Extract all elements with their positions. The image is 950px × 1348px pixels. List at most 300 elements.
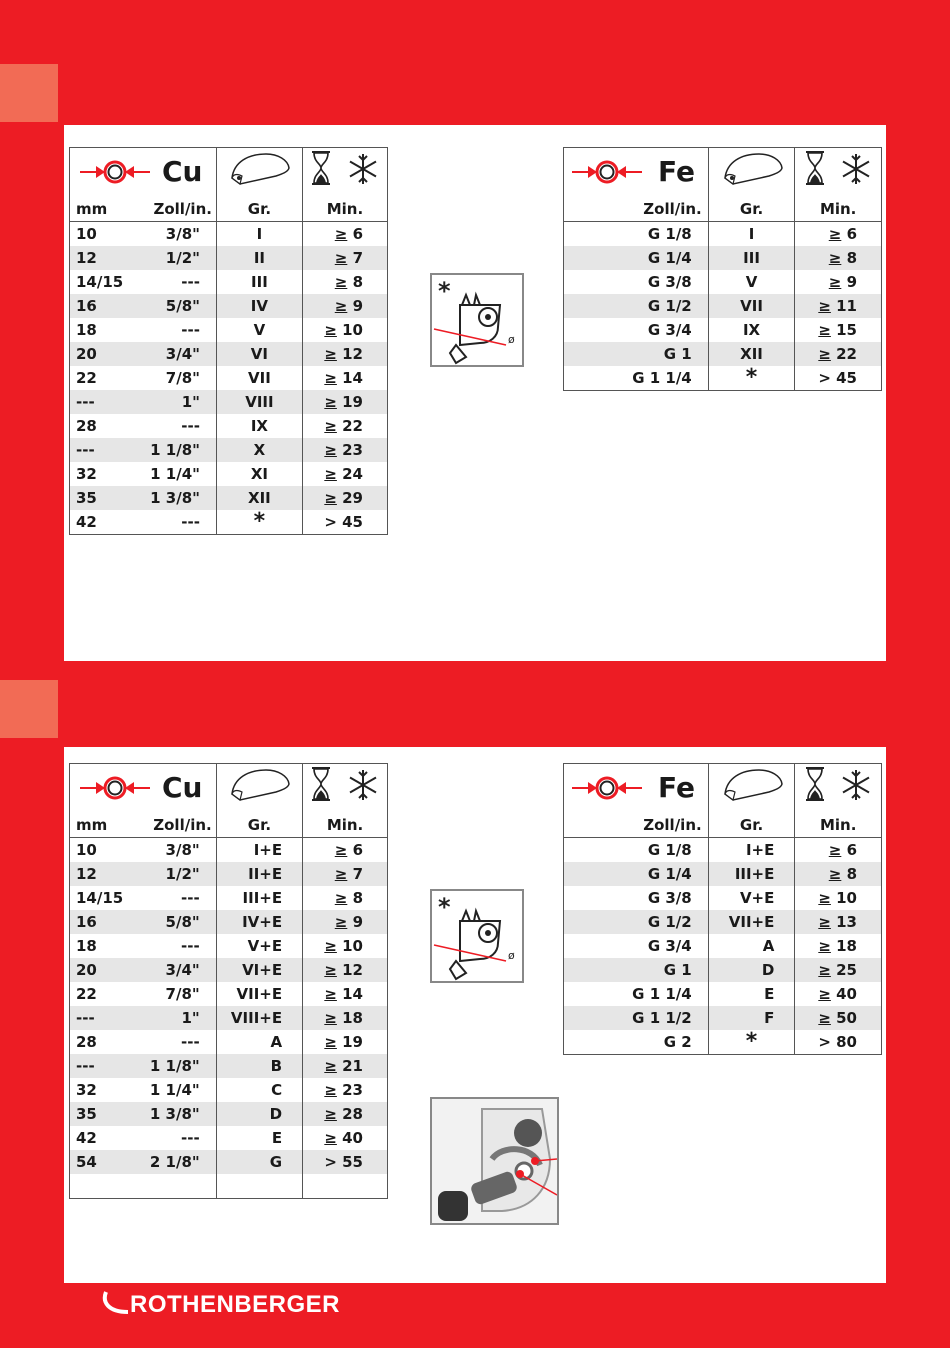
table-row bbox=[70, 390, 388, 414]
cell-min bbox=[795, 838, 882, 863]
cell-mm: 12 bbox=[70, 246, 130, 270]
cell-gr: * bbox=[216, 510, 302, 535]
min-value: 55 bbox=[342, 1153, 363, 1171]
comparator: ≥ bbox=[324, 1129, 337, 1147]
cell-inch: 5/8" bbox=[129, 294, 216, 318]
min-value: 80 bbox=[836, 1033, 857, 1051]
cell-mm: 35 bbox=[70, 486, 130, 510]
comparator: ≥ bbox=[324, 1105, 337, 1123]
panel-section-1 bbox=[64, 125, 886, 661]
min-value: 40 bbox=[836, 985, 857, 1003]
table-row bbox=[564, 838, 882, 863]
cell-gr: I+E bbox=[216, 838, 302, 863]
comparator: ≥ bbox=[324, 961, 337, 979]
comparator: ≥ bbox=[324, 441, 337, 459]
min-value: 13 bbox=[836, 913, 857, 931]
cell-gr: IV bbox=[216, 294, 302, 318]
comparator: ≥ bbox=[334, 225, 348, 243]
comparator: > bbox=[324, 1153, 337, 1171]
table-row bbox=[70, 1174, 388, 1199]
min-value: 10 bbox=[342, 321, 363, 339]
logo-swoosh-icon bbox=[102, 1290, 130, 1316]
col-header-gr: Gr. bbox=[708, 195, 795, 222]
table-row bbox=[564, 886, 882, 910]
hourglass-icon bbox=[310, 766, 332, 802]
min-value: 6 bbox=[846, 225, 857, 243]
cell-min bbox=[303, 838, 388, 863]
cell-gr: I+E bbox=[708, 838, 795, 863]
min-value: 22 bbox=[342, 417, 363, 435]
cell-min bbox=[302, 510, 387, 535]
cell-min bbox=[303, 910, 388, 934]
comparator: ≥ bbox=[324, 1057, 337, 1075]
comparator: ≥ bbox=[818, 913, 831, 931]
table-row bbox=[70, 1102, 388, 1126]
comparator: ≥ bbox=[818, 985, 831, 1003]
comparator: ≥ bbox=[324, 369, 337, 387]
cell-mm: 42 bbox=[76, 1129, 97, 1147]
min-value: 40 bbox=[342, 1129, 363, 1147]
cell-gr: IX bbox=[216, 414, 302, 438]
cell-gr: XII bbox=[216, 486, 302, 510]
pipe-outer-diameter-icon bbox=[570, 157, 644, 187]
diameter-label: ø bbox=[508, 949, 515, 962]
hourglass-icon bbox=[310, 150, 332, 186]
cell-gr: VII bbox=[216, 366, 302, 390]
table-row bbox=[70, 958, 388, 982]
comparator: ≥ bbox=[324, 489, 337, 507]
table-row bbox=[70, 270, 388, 294]
section-tab-1 bbox=[0, 64, 58, 122]
cell-mm: 14/15 bbox=[76, 273, 124, 291]
cell-min bbox=[795, 342, 882, 366]
min-value: 18 bbox=[836, 937, 857, 955]
min-value: 6 bbox=[352, 225, 363, 243]
cell-inch: 7/8" bbox=[165, 369, 200, 387]
cell-mm: 14/15 bbox=[76, 889, 124, 907]
cell-mm: 10 bbox=[76, 841, 97, 859]
table-row bbox=[70, 510, 388, 535]
table-row bbox=[70, 910, 388, 934]
table-row bbox=[70, 1030, 388, 1054]
col-header-inch: Zoll/in. bbox=[564, 195, 709, 222]
cell-min bbox=[795, 1006, 882, 1030]
cell-min bbox=[795, 958, 882, 982]
min-value: 23 bbox=[342, 1081, 363, 1099]
cell-min bbox=[795, 862, 882, 886]
pipe-outer-diameter-icon bbox=[78, 773, 152, 803]
cell-mm: 54 bbox=[70, 1150, 130, 1174]
table-row bbox=[70, 462, 388, 486]
cell-inch: G 1 1/2 bbox=[564, 1006, 709, 1030]
cell-gr: II+E bbox=[216, 862, 302, 886]
cell-gr: D bbox=[708, 958, 795, 982]
snowflake-icon bbox=[839, 152, 873, 186]
comparator: ≥ bbox=[324, 393, 337, 411]
cell-min bbox=[302, 246, 387, 270]
comparator: ≥ bbox=[818, 889, 831, 907]
min-value: 9 bbox=[352, 297, 363, 315]
min-value: 7 bbox=[352, 249, 363, 267]
table-row bbox=[70, 1006, 388, 1030]
cell-min bbox=[303, 982, 388, 1006]
cell-min bbox=[303, 886, 388, 910]
min-value: 21 bbox=[342, 1057, 363, 1075]
cell-min bbox=[303, 934, 388, 958]
min-value: 8 bbox=[846, 865, 857, 883]
comparator: ≥ bbox=[324, 1081, 337, 1099]
table-row bbox=[70, 246, 388, 270]
cell-min bbox=[302, 294, 387, 318]
table-row bbox=[70, 1126, 388, 1150]
cell-mm: 20 bbox=[70, 958, 130, 982]
cell-gr: V bbox=[708, 270, 795, 294]
table-row bbox=[564, 246, 882, 270]
cell-inch: G 3/8 bbox=[647, 273, 692, 291]
cell-inch: 2 1/8" bbox=[129, 1150, 216, 1174]
cell-inch: 1" bbox=[129, 1006, 216, 1030]
metal-label: Fe bbox=[658, 154, 695, 188]
cell-gr: E bbox=[216, 1126, 302, 1150]
cell-min bbox=[303, 1174, 388, 1199]
cell-gr: IX bbox=[708, 318, 795, 342]
cell-min bbox=[795, 910, 882, 934]
cell-min bbox=[302, 342, 387, 366]
comparator: ≥ bbox=[828, 249, 842, 267]
cell-gr: XII bbox=[708, 342, 795, 366]
table-row bbox=[564, 1030, 882, 1055]
cell-gr bbox=[216, 1174, 302, 1199]
asterisk-label: * bbox=[438, 277, 451, 305]
min-value: 14 bbox=[342, 369, 363, 387]
table-row bbox=[564, 318, 882, 342]
cell-gr: B bbox=[216, 1054, 302, 1078]
min-value: 9 bbox=[352, 913, 363, 931]
table-row bbox=[70, 486, 388, 510]
comparator: ≥ bbox=[334, 297, 348, 315]
table-row bbox=[70, 366, 388, 390]
cell-min bbox=[302, 366, 387, 390]
cell-inch: 1 1/4" bbox=[150, 465, 200, 483]
col-header-gr: Gr. bbox=[708, 811, 795, 838]
table-row bbox=[564, 862, 882, 886]
table-row bbox=[70, 438, 388, 462]
cell-min bbox=[302, 438, 387, 462]
cell-inch: G 1 1/4 bbox=[632, 369, 692, 387]
cell-mm: 16 bbox=[70, 294, 130, 318]
cell-min bbox=[303, 1030, 388, 1054]
bending-jaw-icon bbox=[226, 148, 292, 188]
cell-gr: VII+E bbox=[708, 910, 795, 934]
cell-min bbox=[795, 246, 882, 270]
min-value: 6 bbox=[846, 841, 857, 859]
cell-min bbox=[795, 318, 882, 342]
cell-gr: V bbox=[216, 318, 302, 342]
table-row bbox=[564, 294, 882, 318]
cell-min bbox=[303, 1150, 388, 1174]
comparator: ≥ bbox=[828, 841, 842, 859]
cell-min bbox=[795, 1030, 882, 1055]
cu-table-1 bbox=[69, 147, 388, 535]
cell-mm bbox=[70, 1174, 130, 1199]
cell-inch: G 1 1/4 bbox=[632, 985, 692, 1003]
table-row bbox=[70, 862, 388, 886]
col-header-gr: Gr. bbox=[216, 195, 302, 222]
cell-mm: 32 bbox=[76, 465, 97, 483]
min-value: 25 bbox=[836, 961, 857, 979]
cell-inch: 1 3/8" bbox=[129, 1102, 216, 1126]
comparator: ≥ bbox=[324, 465, 337, 483]
fe-table-1 bbox=[563, 147, 882, 391]
cell-gr: VI+E bbox=[216, 958, 302, 982]
cell-min bbox=[303, 1102, 388, 1126]
cell-min bbox=[303, 1006, 388, 1030]
cell-gr: X bbox=[216, 438, 302, 462]
comparator: > bbox=[818, 369, 831, 387]
comparator: > bbox=[818, 1033, 831, 1051]
asterisk-tool-diagram-icon bbox=[430, 273, 524, 367]
cell-inch: G 1/8 bbox=[647, 225, 692, 243]
min-value: 8 bbox=[846, 249, 857, 267]
comparator: ≥ bbox=[324, 1009, 337, 1027]
cell-inch: 5/8" bbox=[129, 910, 216, 934]
cell-gr: VIII+E bbox=[216, 1006, 302, 1030]
cell-min bbox=[302, 414, 387, 438]
cell-min bbox=[302, 486, 387, 510]
comparator: ≥ bbox=[828, 273, 842, 291]
cell-inch: G 1/4 bbox=[564, 862, 709, 886]
min-value: 45 bbox=[342, 513, 363, 531]
col-header-gr: Gr. bbox=[216, 811, 302, 838]
min-value: 24 bbox=[342, 465, 363, 483]
comparator: ≥ bbox=[818, 321, 831, 339]
table-row bbox=[564, 366, 882, 391]
cell-gr: III bbox=[216, 270, 302, 294]
cell-mm: 35 bbox=[70, 1102, 130, 1126]
col-header-mm: mm bbox=[70, 195, 130, 222]
snowflake-icon bbox=[346, 768, 380, 802]
min-value: 15 bbox=[836, 321, 857, 339]
cell-gr: A bbox=[708, 934, 795, 958]
comparator: ≥ bbox=[334, 913, 348, 931]
cell-inch: G 1/2 bbox=[564, 910, 709, 934]
metal-label: Fe bbox=[658, 770, 695, 804]
cell-gr: III+E bbox=[216, 886, 302, 910]
comparator: ≥ bbox=[334, 249, 348, 267]
cell-inch: --- bbox=[181, 417, 200, 435]
table-row bbox=[564, 910, 882, 934]
min-value: 28 bbox=[342, 1105, 363, 1123]
cell-mm: --- bbox=[70, 1006, 130, 1030]
section-tab-2 bbox=[0, 680, 58, 738]
comparator: ≥ bbox=[324, 321, 337, 339]
cell-mm: 18 bbox=[76, 321, 97, 339]
cell-mm: --- bbox=[70, 390, 130, 414]
cell-min bbox=[302, 390, 387, 414]
min-value: 22 bbox=[836, 345, 857, 363]
cell-min bbox=[303, 1054, 388, 1078]
cell-inch: 1/2" bbox=[129, 862, 216, 886]
cell-min bbox=[795, 270, 882, 294]
comparator: ≥ bbox=[324, 417, 337, 435]
cell-gr: VII bbox=[708, 294, 795, 318]
cell-mm: 12 bbox=[70, 862, 130, 886]
min-value: 12 bbox=[342, 345, 363, 363]
comparator: ≥ bbox=[818, 1009, 831, 1027]
cell-gr: V+E bbox=[708, 886, 795, 910]
cell-gr: F bbox=[708, 1006, 795, 1030]
min-value: 19 bbox=[342, 1033, 363, 1051]
cell-inch: 3/8" bbox=[165, 841, 200, 859]
cell-inch: 3/8" bbox=[165, 225, 200, 243]
comparator: ≥ bbox=[818, 961, 831, 979]
table-row bbox=[70, 838, 388, 863]
fe-table-2 bbox=[563, 763, 882, 1055]
cell-inch: 1/2" bbox=[129, 246, 216, 270]
cell-inch: 1 1/8" bbox=[129, 1054, 216, 1078]
tool-photo-icon bbox=[430, 1097, 559, 1225]
cell-inch: 1" bbox=[129, 390, 216, 414]
cell-inch: --- bbox=[181, 513, 200, 531]
col-header-min: Min. bbox=[795, 195, 882, 222]
cell-gr: VII+E bbox=[216, 982, 302, 1006]
cell-gr: I bbox=[708, 222, 795, 247]
cell-inch: 3/4" bbox=[129, 342, 216, 366]
comparator: ≥ bbox=[828, 225, 842, 243]
min-value: 45 bbox=[836, 369, 857, 387]
cell-inch: 1 3/8" bbox=[129, 486, 216, 510]
metal-label: Cu bbox=[162, 154, 203, 188]
table-row bbox=[70, 934, 388, 958]
comparator: ≥ bbox=[324, 985, 337, 1003]
min-value: 7 bbox=[352, 865, 363, 883]
metal-label: Cu bbox=[162, 770, 203, 804]
cell-inch: G 1/8 bbox=[647, 841, 692, 859]
table-row bbox=[70, 222, 388, 247]
min-value: 12 bbox=[342, 961, 363, 979]
min-value: 29 bbox=[342, 489, 363, 507]
cell-min bbox=[303, 862, 388, 886]
cell-gr: IV+E bbox=[216, 910, 302, 934]
cell-gr: D bbox=[216, 1102, 302, 1126]
panel-section-2 bbox=[64, 747, 886, 1283]
cell-inch: G 1/2 bbox=[564, 294, 709, 318]
cell-min bbox=[303, 1078, 388, 1102]
snowflake-icon bbox=[346, 152, 380, 186]
brand-name: ROTHENBERGER bbox=[130, 1291, 341, 1318]
cell-inch: --- bbox=[181, 273, 200, 291]
cell-min bbox=[795, 294, 882, 318]
cell-inch: --- bbox=[181, 889, 200, 907]
cell-gr: VIII bbox=[216, 390, 302, 414]
cell-mm: 22 bbox=[76, 985, 97, 1003]
cell-mm: 22 bbox=[76, 369, 97, 387]
cell-gr: * bbox=[708, 1030, 795, 1055]
comparator: ≥ bbox=[818, 297, 831, 315]
cell-gr: III+E bbox=[708, 862, 795, 886]
cell-inch: --- bbox=[181, 937, 200, 955]
min-value: 6 bbox=[352, 841, 363, 859]
cell-gr: V+E bbox=[216, 934, 302, 958]
col-header-min: Min. bbox=[795, 811, 882, 838]
table-row bbox=[564, 982, 882, 1006]
diameter-label: ø bbox=[508, 333, 515, 346]
hourglass-icon bbox=[804, 150, 826, 186]
table-row bbox=[70, 886, 388, 910]
cell-mm: 18 bbox=[76, 937, 97, 955]
comparator: > bbox=[324, 513, 337, 531]
comparator: ≥ bbox=[324, 1033, 337, 1051]
cell-min bbox=[303, 958, 388, 982]
col-header-inch: Zoll/in. bbox=[129, 811, 216, 838]
cell-inch: --- bbox=[181, 321, 200, 339]
cell-inch: G 2 bbox=[663, 1033, 692, 1051]
bending-jaw-icon bbox=[719, 764, 785, 804]
table-row bbox=[564, 270, 882, 294]
comparator: ≥ bbox=[334, 841, 348, 859]
cu-table-2 bbox=[69, 763, 388, 1199]
cell-inch bbox=[129, 1174, 216, 1199]
min-value: 50 bbox=[836, 1009, 857, 1027]
asterisk-tool-diagram-icon bbox=[430, 889, 524, 983]
min-value: 19 bbox=[342, 393, 363, 411]
cell-mm: 42 bbox=[76, 513, 97, 531]
table-row bbox=[70, 294, 388, 318]
cell-min bbox=[795, 886, 882, 910]
comparator: ≥ bbox=[334, 865, 348, 883]
cell-mm: 28 bbox=[76, 1033, 97, 1051]
min-value: 8 bbox=[352, 273, 363, 291]
table-row bbox=[70, 414, 388, 438]
comparator: ≥ bbox=[324, 345, 337, 363]
comparator: ≥ bbox=[818, 345, 831, 363]
table-row bbox=[564, 1006, 882, 1030]
cell-mm: 16 bbox=[70, 910, 130, 934]
cell-inch: G 3/4 bbox=[647, 937, 692, 955]
cell-inch: 1 1/8" bbox=[129, 438, 216, 462]
pipe-outer-diameter-icon bbox=[78, 157, 152, 187]
cell-gr: VI bbox=[216, 342, 302, 366]
min-value: 14 bbox=[342, 985, 363, 1003]
brand-logo bbox=[102, 1290, 340, 1319]
col-header-min: Min. bbox=[303, 811, 388, 838]
cell-gr: E bbox=[708, 982, 795, 1006]
cell-gr: C bbox=[216, 1078, 302, 1102]
col-header-min: Min. bbox=[302, 195, 387, 222]
cell-inch: G 3/8 bbox=[647, 889, 692, 907]
cell-mm: 32 bbox=[76, 1081, 97, 1099]
table-row bbox=[70, 982, 388, 1006]
cell-mm: 10 bbox=[76, 225, 97, 243]
cell-inch: 7/8" bbox=[165, 985, 200, 1003]
hourglass-icon bbox=[804, 766, 826, 802]
table-row bbox=[70, 1150, 388, 1174]
comparator: ≥ bbox=[828, 865, 842, 883]
table-row bbox=[70, 1078, 388, 1102]
min-value: 23 bbox=[342, 441, 363, 459]
min-value: 8 bbox=[352, 889, 363, 907]
min-value: 9 bbox=[846, 273, 857, 291]
cell-min bbox=[795, 222, 882, 247]
cell-inch: --- bbox=[181, 1129, 200, 1147]
comparator: ≥ bbox=[818, 937, 831, 955]
cell-min bbox=[303, 1126, 388, 1150]
min-value: 11 bbox=[836, 297, 857, 315]
cell-inch: --- bbox=[181, 1033, 200, 1051]
col-header-inch: Zoll/in. bbox=[129, 195, 216, 222]
cell-gr: A bbox=[216, 1030, 302, 1054]
col-header-inch: Zoll/in. bbox=[564, 811, 709, 838]
